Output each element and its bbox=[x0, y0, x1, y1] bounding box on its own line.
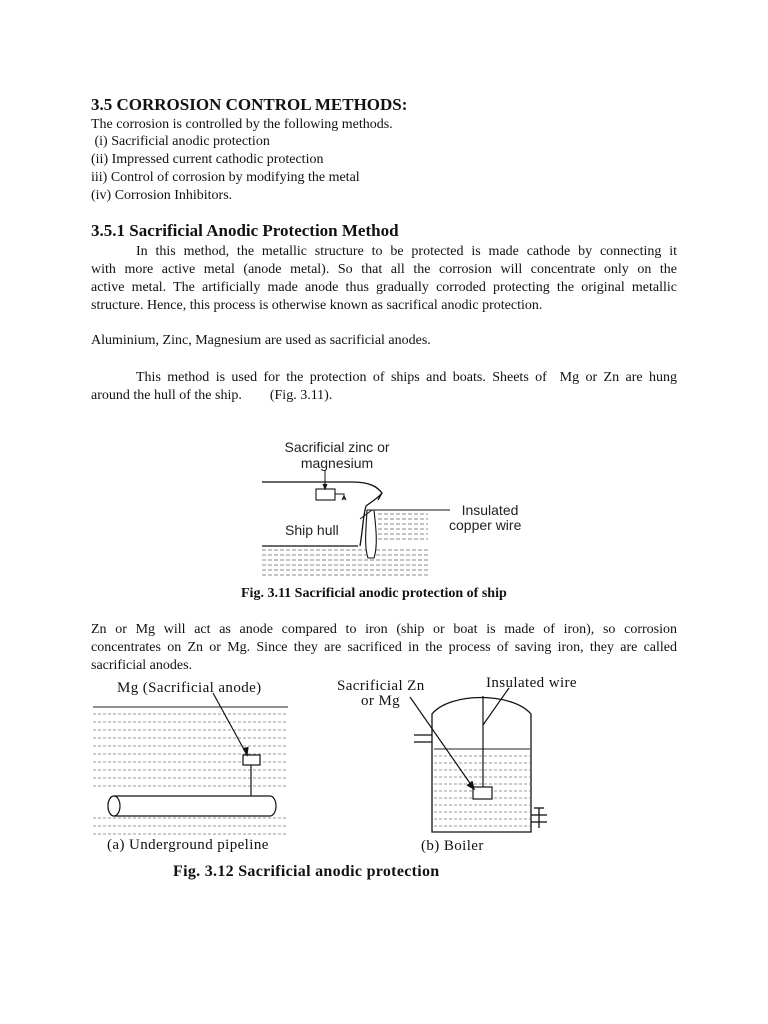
fig311-wire-label-2: copper wire bbox=[449, 517, 522, 533]
fig312b-wire-label: Insulated wire bbox=[486, 675, 577, 691]
fig311-caption: Fig. 3.11 Sacrificial anodic protection of ship bbox=[241, 586, 507, 601]
fig312b-caption: (b) Boiler bbox=[421, 838, 484, 854]
para1-line-2: with more active metal (anode metal). So that all the corrosion will concentrate only on the bbox=[91, 262, 677, 277]
para3-line-1: This method is used for the protection of ships and boats. Sheets of Mg or Zn are hung bbox=[136, 370, 677, 385]
section-title: 3.5 CORROSION CONTROL METHODS: bbox=[91, 95, 408, 114]
method-item-2: (ii) Impressed current cathodic protection bbox=[91, 152, 324, 167]
fig311-anode-label-1: Sacrificial zinc or bbox=[284, 439, 390, 455]
fig311-anode-label-2: magnesium bbox=[300, 455, 374, 471]
copper-wire bbox=[323, 470, 450, 519]
fig312b-anode-label-2: or Mg bbox=[361, 693, 401, 709]
para1-line-4: structure. Hence, this process is otherwise known as sacrifical anodic protection. bbox=[91, 298, 543, 313]
boiler-anode-and-wire bbox=[410, 688, 509, 799]
para4-line-1: Zn or Mg will act as anode compared to iron (ship or boat is made of iron), so corrosion bbox=[91, 622, 677, 637]
underground-pipe bbox=[108, 796, 276, 816]
method-item-1: (i) Sacrificial anodic protection bbox=[91, 134, 270, 149]
para4-line-2: concentrates on Zn or Mg. Since they are sacrificed in the process of saving iron, they are called bbox=[91, 640, 677, 655]
subsection-title: 3.5.1 Sacrificial Anodic Protection Method bbox=[91, 221, 399, 240]
para3-line-2: around the hull of the ship. (Fig. 3.11). bbox=[91, 388, 333, 403]
fig312a-anode-label: Mg (Sacrificial anode) bbox=[117, 680, 262, 696]
fig312-caption: Fig. 3.12 Sacrificial anodic protection bbox=[173, 863, 440, 880]
para4-line-3: sacrificial anodes. bbox=[91, 658, 193, 673]
para1-line-1: In this method, the metallic structure to be protected is made cathode by connecting it bbox=[136, 244, 677, 259]
para2-text: Aluminium, Zinc, Magnesium are used as sacrificial anodes. bbox=[91, 333, 431, 348]
fig312a-caption: (a) Underground pipeline bbox=[107, 837, 269, 853]
para1-line-3: active metal. The artificially made anode thus gradually corroded protecting the original metallic bbox=[91, 280, 677, 295]
boiler-water bbox=[434, 749, 530, 826]
soil-hatching bbox=[93, 707, 288, 834]
fig312b-anode-label-1: Sacrificial Zn bbox=[337, 678, 425, 694]
method-item-3: iii) Control of corrosion by modifying the metal bbox=[91, 170, 360, 185]
intro-text: The corrosion is controlled by the following methods. bbox=[91, 117, 393, 132]
method-item-4: (iv) Corrosion Inhibitors. bbox=[91, 188, 233, 203]
fig311-wire-label-1: Insulated bbox=[461, 502, 519, 518]
pipeline-anode-and-wire bbox=[213, 693, 260, 796]
boiler-vessel bbox=[414, 698, 547, 833]
fig311-hull-label: Ship hull bbox=[285, 522, 339, 538]
